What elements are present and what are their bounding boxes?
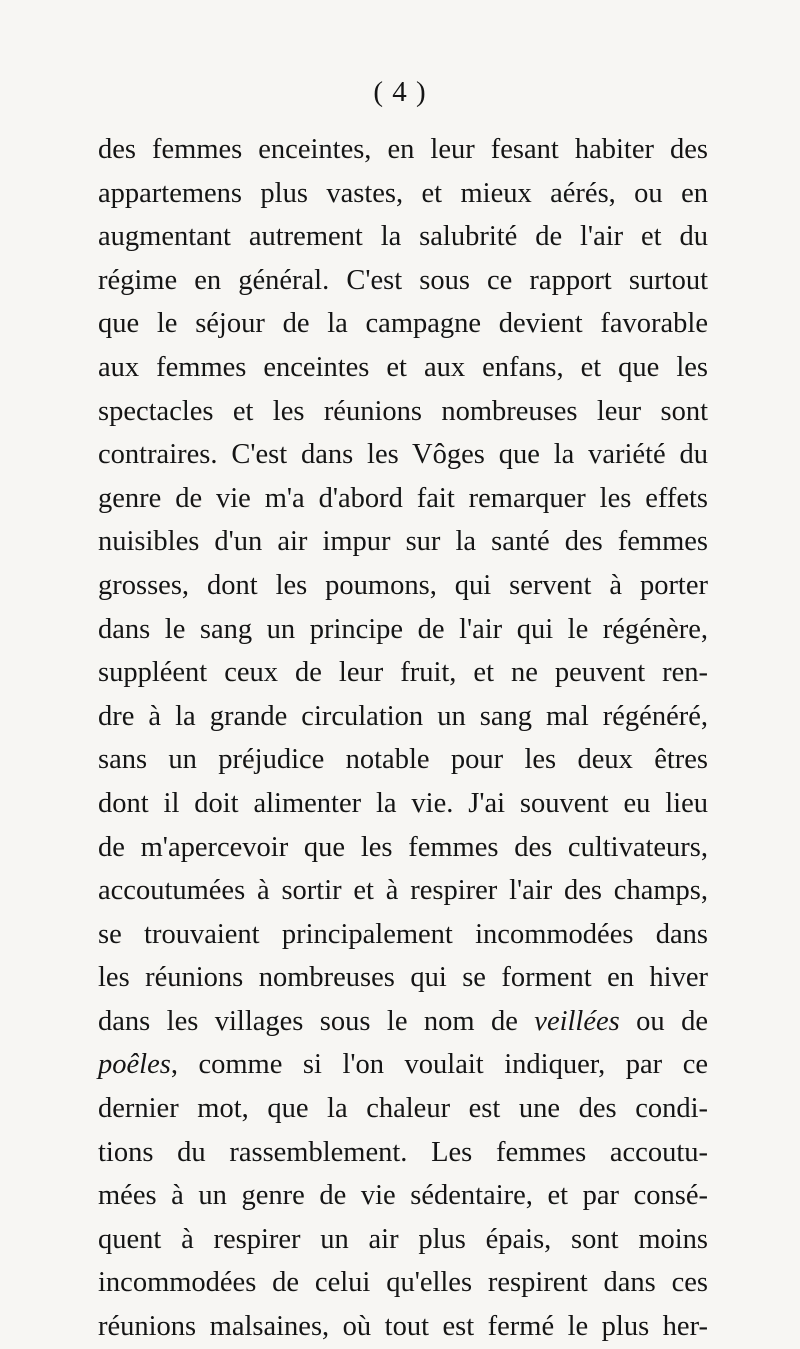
text-line: incommodées de celui qu'elles respirent dans ces [98, 1267, 708, 1299]
text-line: appartemens plus vastes, et mieux aérés, ou en [98, 177, 708, 209]
text-line: de m'apercevoir que les femmes des cultivateurs, [98, 831, 708, 863]
text-line: des femmes enceintes, en leur fesant habiter des [98, 134, 708, 165]
text-line: sans un préjudice notable pour les deux êtres [98, 744, 708, 776]
text-line [98, 1000, 708, 1044]
text-line: spectacles et les réunions nombreuses leur sont [98, 395, 708, 427]
text-line: dont il doit alimenter la vie. J'ai souvent eu lieu [98, 787, 708, 819]
text-line: que le séjour de la campagne devient favorable [98, 308, 708, 340]
text-line: dans le sang un principe de l'air qui le régénère, [98, 613, 708, 645]
text-line: dre à la grande circulation un sang mal régénéré, [98, 700, 708, 732]
italic-term: veillées [534, 1005, 620, 1037]
text-line [98, 1043, 708, 1087]
text-line: quent à respirer un air plus épais, sont moins [98, 1223, 708, 1255]
text-segment: dans les villages sous le nom de [98, 1005, 535, 1037]
text-line: les réunions nombreuses qui se forment en hiver [98, 962, 708, 994]
text-line: nuisibles d'un air impur sur la santé des femmes [98, 526, 708, 558]
text-segment: ou de [619, 1005, 708, 1037]
italic-term: poêles [98, 1049, 171, 1081]
text-line: tions du rassemblement. Les femmes accoutu- [98, 1136, 708, 1168]
text-line: mées à un genre de vie sédentaire, et par consé- [98, 1180, 708, 1212]
page-number: ( 4 ) [373, 76, 427, 108]
text-line: dernier mot, que la chaleur est une des condi- [98, 1093, 708, 1125]
text-line: accoutumées à sortir et à respirer l'air des champs, [98, 875, 708, 907]
text-segment: , comme si l'on voulait indiquer, par ce [170, 1049, 708, 1081]
text-line: se trouvaient principalement incommodées dans [98, 918, 708, 950]
text-line: réunions malsaines, où tout est fermé le plus her- [98, 1311, 708, 1343]
text-line: grosses, dont les poumons, qui servent à porter [98, 569, 708, 601]
text-line: régime en général. C'est sous ce rapport surtout [98, 264, 708, 296]
text-line: aux femmes enceintes et aux enfans, et que les [98, 351, 708, 383]
text-line: suppléent ceux de leur fruit, et ne peuvent ren- [98, 657, 708, 689]
body-text [98, 128, 708, 1349]
text-line: augmentant autrement la salubrité de l'air et du [98, 221, 708, 253]
text-line: contraires. C'est dans les Vôges que la variété du [98, 439, 708, 471]
text-line: genre de vie m'a d'abord fait remarquer les effets [98, 482, 708, 514]
